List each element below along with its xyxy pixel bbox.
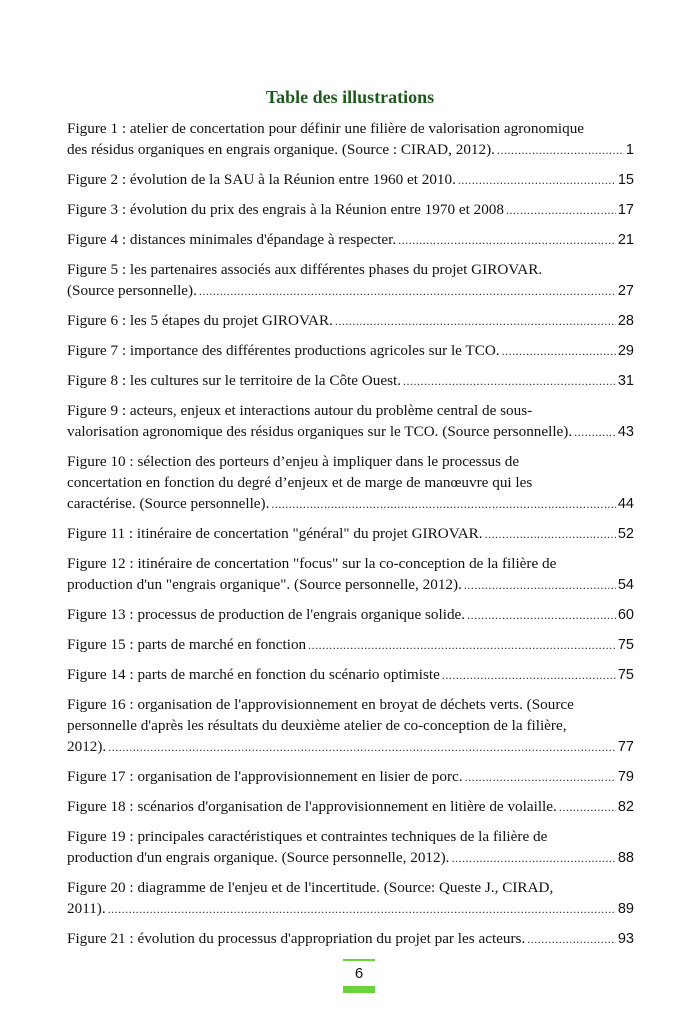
toc-entry[interactable] (67, 370, 634, 392)
toc-entry-text: production d'un "engrais organique". (Source personnelle, 2012). (67, 576, 462, 593)
dot-leader (502, 341, 616, 362)
toc-entry[interactable] (67, 877, 634, 920)
dot-leader (467, 605, 616, 626)
toc-page-number[interactable]: 54 (617, 577, 634, 593)
toc-entry[interactable] (67, 259, 634, 302)
toc-entry-last-line (67, 796, 634, 818)
toc-entry-line: Figure 9 : acteurs, enjeux et interactions autour du problème central de sous- (67, 402, 533, 419)
toc-entry-text: 2012). (67, 738, 107, 755)
table-of-illustrations (67, 118, 634, 958)
toc-entry-text: valorisation agronomique des résidus organiques sur le TCO. (Source personnelle). (67, 423, 573, 440)
dot-leader (271, 494, 615, 515)
toc-entry-last-line (67, 421, 634, 443)
toc-entry-line: Figure 16 : organisation de l'approvisionnement en broyat de déchets verts. (Source (67, 696, 574, 713)
toc-page-number[interactable]: 28 (617, 313, 634, 329)
toc-entry-last-line (67, 340, 634, 362)
toc-page-number[interactable]: 75 (617, 637, 634, 653)
toc-page-number[interactable]: 17 (617, 202, 634, 218)
toc-entry-last-line (67, 634, 634, 656)
dot-leader (335, 311, 616, 332)
dot-leader (308, 635, 616, 656)
toc-page-number[interactable]: 29 (617, 343, 634, 359)
toc-entry-text: des résidus organiques en engrais organique. (Source : CIRAD, 2012). (67, 141, 495, 158)
dot-leader (506, 200, 616, 221)
toc-entry-last-line (67, 139, 634, 161)
toc-entry[interactable] (67, 118, 634, 161)
toc-entry-last-line (67, 493, 634, 515)
toc-entry-text: Figure 13 : processus de production de l'engrais organique solide. (67, 606, 466, 623)
toc-entry-text: Figure 21 : évolution du processus d'appropriation du projet par les acteurs. (67, 930, 526, 947)
toc-entry-last-line (67, 928, 634, 950)
page-title: Table des illustrations (265, 87, 435, 107)
toc-entry-last-line (67, 736, 634, 758)
dot-leader (458, 170, 616, 191)
toc-page-number[interactable]: 89 (617, 901, 634, 917)
toc-page-number[interactable]: 1 (625, 142, 634, 158)
footer-bottom-bar (343, 986, 375, 993)
toc-entry-last-line (67, 199, 634, 221)
toc-entry[interactable] (67, 229, 634, 251)
toc-entry-text: Figure 2 : évolution de la SAU à la Réunion entre 1960 et 2010. (67, 171, 456, 188)
toc-entry[interactable] (67, 604, 634, 626)
toc-entry-last-line (67, 310, 634, 332)
toc-entry[interactable] (67, 199, 634, 221)
toc-page-number[interactable]: 82 (617, 799, 634, 815)
toc-entry[interactable] (67, 664, 634, 686)
toc-entry-text: caractérise. (Source personnelle). (67, 495, 270, 512)
dot-leader (403, 371, 616, 392)
toc-entry[interactable] (67, 451, 634, 515)
toc-entry-text: Figure 18 : scénarios d'organisation de l'approvisionnement en litière de volaille. (67, 798, 557, 815)
toc-entry-line: Figure 19 : principales caractéristiques et contraintes techniques de la filière de (67, 828, 548, 845)
toc-entry[interactable] (67, 634, 634, 656)
toc-page-number[interactable]: 43 (617, 424, 634, 440)
toc-page-number[interactable]: 15 (617, 172, 634, 188)
toc-entry-last-line (67, 847, 634, 869)
dot-leader (527, 929, 616, 950)
toc-entry-text: Figure 14 : parts de marché en fonction du scénario optimiste (67, 666, 440, 683)
toc-entry-last-line (67, 574, 634, 596)
toc-page-number[interactable]: 60 (617, 607, 634, 623)
toc-entry-text: Figure 15 : parts de marché en fonction (67, 636, 307, 653)
toc-entry-line: Figure 20 : diagramme de l'enjeu et de l'incertitude. (Source: Queste J., CIRAD, (67, 879, 554, 896)
toc-page-number[interactable]: 27 (617, 283, 634, 299)
toc-page-number[interactable]: 88 (617, 850, 634, 866)
toc-page-number[interactable]: 93 (617, 931, 634, 947)
dot-leader (464, 575, 616, 596)
toc-entry[interactable] (67, 400, 634, 443)
toc-entry-line: Figure 1 : atelier de concertation pour définir une filière de valorisation agronomique (67, 120, 585, 137)
toc-entry-text: Figure 3 : évolution du prix des engrais à la Réunion entre 1970 et 2008 (67, 201, 504, 218)
dot-leader (108, 737, 616, 758)
toc-entry-text: Figure 8 : les cultures sur le territoire de la Côte Ouest. (67, 372, 402, 389)
toc-entry[interactable] (67, 553, 634, 596)
toc-entry-text: Figure 7 : importance des différentes productions agricoles sur le TCO. (67, 342, 500, 359)
dot-leader (485, 524, 616, 545)
toc-page-number[interactable]: 79 (617, 769, 634, 785)
toc-entry-text: Figure 11 : itinéraire de concertation "général" du projet GIROVAR. (67, 525, 483, 542)
toc-entry-last-line (67, 169, 634, 191)
dot-leader (451, 848, 615, 869)
page-number: 6 (354, 965, 364, 982)
toc-entry-line: Figure 12 : itinéraire de concertation "focus" sur la co-conception de la filière de (67, 555, 557, 572)
toc-entry[interactable] (67, 826, 634, 869)
dot-leader (199, 281, 616, 302)
toc-entry[interactable] (67, 796, 634, 818)
toc-entry-text: Figure 6 : les 5 étapes du projet GIROVAR. (67, 312, 333, 329)
toc-page-number[interactable]: 52 (617, 526, 634, 542)
toc-entry-line: Figure 5 : les partenaires associés aux différentes phases du projet GIROVAR. (67, 261, 543, 278)
toc-entry-text: production d'un engrais organique. (Source personnelle, 2012). (67, 849, 450, 866)
toc-page-number[interactable]: 77 (617, 739, 634, 755)
toc-page-number[interactable]: 75 (617, 667, 634, 683)
page-footer (343, 959, 375, 993)
toc-entry-last-line (67, 370, 634, 392)
toc-entry-last-line (67, 604, 634, 626)
toc-entry-line: personnelle d'après les résultats du deuxième atelier de co-conception de la filière, (67, 717, 567, 734)
toc-entry[interactable] (67, 928, 634, 950)
dot-leader (574, 422, 616, 443)
toc-entry-last-line (67, 229, 634, 251)
toc-entry-line: Figure 10 : sélection des porteurs d’enjeu à impliquer dans le processus de (67, 453, 520, 470)
toc-entry-last-line (67, 280, 634, 302)
toc-entry-text: (Source personnelle). (67, 282, 197, 299)
dot-leader (398, 230, 616, 251)
toc-entry-line: concertation en fonction du degré d’enjeux et de marge de manœuvre qui les (67, 474, 533, 491)
toc-entry-text: Figure 4 : distances minimales d'épandage à respecter. (67, 231, 397, 248)
toc-entry-last-line (67, 523, 634, 545)
dot-leader (442, 665, 616, 686)
toc-entry[interactable] (67, 340, 634, 362)
toc-entry[interactable] (67, 523, 634, 545)
toc-entry[interactable] (67, 169, 634, 191)
toc-entry[interactable] (67, 310, 634, 332)
toc-entry-text: 2011). (67, 900, 106, 917)
toc-page-number[interactable]: 31 (617, 373, 634, 389)
dot-leader (108, 899, 616, 920)
toc-entry-last-line (67, 664, 634, 686)
toc-entry[interactable] (67, 766, 634, 788)
dot-leader (465, 767, 616, 788)
footer-top-rule (343, 959, 375, 961)
dot-leader (559, 797, 616, 818)
toc-entry-last-line (67, 766, 634, 788)
toc-entry-text: Figure 17 : organisation de l'approvisionnement en lisier de porc. (67, 768, 463, 785)
toc-page-number[interactable]: 44 (617, 496, 634, 512)
dot-leader (497, 140, 624, 161)
toc-entry[interactable] (67, 694, 634, 758)
toc-entry-last-line (67, 898, 634, 920)
toc-page-number[interactable]: 21 (617, 232, 634, 248)
